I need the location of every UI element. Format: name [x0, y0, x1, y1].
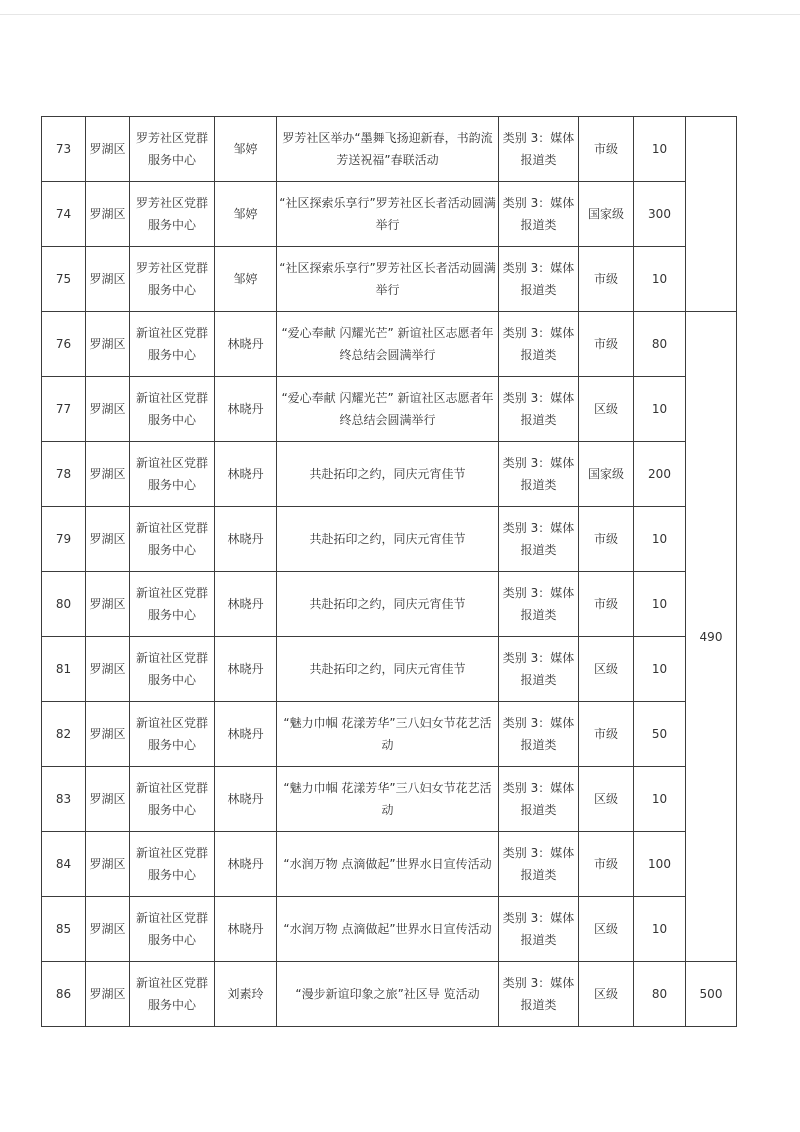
district-cell: 罗湖区 — [86, 637, 130, 702]
score-cell: 300 — [634, 182, 686, 247]
title-cell: “魅力巾帼 花漾芳华”三八妇女节花艺活动 — [277, 767, 499, 832]
person-cell: 邹婷 — [215, 117, 277, 182]
level-cell: 市级 — [579, 117, 634, 182]
district-cell: 罗湖区 — [86, 312, 130, 377]
category-cell: 类别 3：媒体报道类 — [499, 182, 579, 247]
person-cell: 林晓丹 — [215, 702, 277, 767]
person-cell: 林晓丹 — [215, 442, 277, 507]
table-row — [42, 962, 737, 1027]
district-cell: 罗湖区 — [86, 897, 130, 962]
level-cell: 市级 — [579, 702, 634, 767]
title-cell: “爱心奉献 闪耀光芒” 新谊社区志愿者年终总结会圆满举行 — [277, 377, 499, 442]
person-cell: 邹婷 — [215, 182, 277, 247]
table-row — [42, 312, 737, 377]
table-row — [42, 182, 737, 247]
page-top-rule — [0, 14, 800, 15]
level-cell: 市级 — [579, 247, 634, 312]
table-row — [42, 377, 737, 442]
level-cell: 市级 — [579, 507, 634, 572]
level-cell: 区级 — [579, 767, 634, 832]
person-cell: 刘素玲 — [215, 962, 277, 1027]
row-number: 81 — [42, 637, 86, 702]
title-cell: “漫步新谊印象之旅”社区导 览活动 — [277, 962, 499, 1027]
row-number: 86 — [42, 962, 86, 1027]
table-row — [42, 897, 737, 962]
row-number: 82 — [42, 702, 86, 767]
district-cell: 罗湖区 — [86, 767, 130, 832]
person-cell: 林晓丹 — [215, 767, 277, 832]
unit-cell: 新谊社区党群服务中心 — [130, 897, 215, 962]
score-cell: 10 — [634, 507, 686, 572]
title-cell: “魅力巾帼 花漾芳华”三八妇女节花艺活动 — [277, 702, 499, 767]
unit-cell: 新谊社区党群服务中心 — [130, 702, 215, 767]
category-cell: 类别 3：媒体报道类 — [499, 637, 579, 702]
category-cell: 类别 3：媒体报道类 — [499, 962, 579, 1027]
title-cell: 罗芳社区举办“墨舞飞扬迎新春，书韵流芳送祝福”春联活动 — [277, 117, 499, 182]
category-cell: 类别 3：媒体报道类 — [499, 507, 579, 572]
title-cell: “社区探索乐享行”罗芳社区长者活动圆满举行 — [277, 247, 499, 312]
title-cell: 共赴拓印之约，同庆元宵佳节 — [277, 572, 499, 637]
unit-cell: 新谊社区党群服务中心 — [130, 312, 215, 377]
row-number: 76 — [42, 312, 86, 377]
title-cell: 共赴拓印之约，同庆元宵佳节 — [277, 507, 499, 572]
district-cell: 罗湖区 — [86, 507, 130, 572]
table-row — [42, 507, 737, 572]
title-cell: “水润万物 点滴做起”世界水日宣传活动 — [277, 832, 499, 897]
category-cell: 类别 3：媒体报道类 — [499, 832, 579, 897]
district-cell: 罗湖区 — [86, 572, 130, 637]
unit-cell: 罗芳社区党群服务中心 — [130, 182, 215, 247]
district-cell: 罗湖区 — [86, 377, 130, 442]
table-row — [42, 702, 737, 767]
category-cell: 类别 3：媒体报道类 — [499, 247, 579, 312]
category-cell: 类别 3：媒体报道类 — [499, 572, 579, 637]
table-row — [42, 832, 737, 897]
score-cell: 10 — [634, 117, 686, 182]
district-cell: 罗湖区 — [86, 117, 130, 182]
unit-cell: 新谊社区党群服务中心 — [130, 637, 215, 702]
person-cell: 邹婷 — [215, 247, 277, 312]
table-row — [42, 117, 737, 182]
unit-cell: 罗芳社区党群服务中心 — [130, 117, 215, 182]
unit-cell: 新谊社区党群服务中心 — [130, 767, 215, 832]
row-number: 84 — [42, 832, 86, 897]
total-cell: 500 — [686, 962, 737, 1027]
level-cell: 市级 — [579, 572, 634, 637]
unit-cell: 罗芳社区党群服务中心 — [130, 247, 215, 312]
score-cell: 10 — [634, 897, 686, 962]
person-cell: 林晓丹 — [215, 572, 277, 637]
level-cell: 国家级 — [579, 182, 634, 247]
person-cell: 林晓丹 — [215, 897, 277, 962]
table-row — [42, 572, 737, 637]
title-cell: “爱心奉献 闪耀光芒” 新谊社区志愿者年终总结会圆满举行 — [277, 312, 499, 377]
category-cell: 类别 3：媒体报道类 — [499, 442, 579, 507]
district-cell: 罗湖区 — [86, 702, 130, 767]
unit-cell: 新谊社区党群服务中心 — [130, 832, 215, 897]
district-cell: 罗湖区 — [86, 247, 130, 312]
category-cell: 类别 3：媒体报道类 — [499, 377, 579, 442]
score-cell: 10 — [634, 247, 686, 312]
level-cell: 区级 — [579, 637, 634, 702]
category-cell: 类别 3：媒体报道类 — [499, 897, 579, 962]
table-row — [42, 247, 737, 312]
title-cell: “水润万物 点滴做起”世界水日宣传活动 — [277, 897, 499, 962]
row-number: 85 — [42, 897, 86, 962]
level-cell: 市级 — [579, 832, 634, 897]
category-cell: 类别 3：媒体报道类 — [499, 702, 579, 767]
total-cell-empty — [686, 117, 737, 312]
table-row — [42, 767, 737, 832]
title-cell: 共赴拓印之约，同庆元宵佳节 — [277, 442, 499, 507]
row-number: 83 — [42, 767, 86, 832]
level-cell: 市级 — [579, 312, 634, 377]
level-cell: 区级 — [579, 377, 634, 442]
unit-cell: 新谊社区党群服务中心 — [130, 377, 215, 442]
score-cell: 10 — [634, 767, 686, 832]
unit-cell: 新谊社区党群服务中心 — [130, 962, 215, 1027]
category-cell: 类别 3：媒体报道类 — [499, 767, 579, 832]
unit-cell: 新谊社区党群服务中心 — [130, 442, 215, 507]
score-cell: 10 — [634, 377, 686, 442]
row-number: 78 — [42, 442, 86, 507]
score-cell: 80 — [634, 962, 686, 1027]
total-cell: 490 — [686, 312, 737, 962]
table-row — [42, 442, 737, 507]
score-cell: 80 — [634, 312, 686, 377]
district-cell: 罗湖区 — [86, 832, 130, 897]
row-number: 74 — [42, 182, 86, 247]
score-cell: 10 — [634, 572, 686, 637]
title-cell: “社区探索乐享行”罗芳社区长者活动圆满举行 — [277, 182, 499, 247]
unit-cell: 新谊社区党群服务中心 — [130, 572, 215, 637]
unit-cell: 新谊社区党群服务中心 — [130, 507, 215, 572]
person-cell: 林晓丹 — [215, 637, 277, 702]
person-cell: 林晓丹 — [215, 832, 277, 897]
row-number: 73 — [42, 117, 86, 182]
person-cell: 林晓丹 — [215, 377, 277, 442]
score-cell: 200 — [634, 442, 686, 507]
category-cell: 类别 3：媒体报道类 — [499, 117, 579, 182]
score-cell: 100 — [634, 832, 686, 897]
district-cell: 罗湖区 — [86, 962, 130, 1027]
row-number: 80 — [42, 572, 86, 637]
district-cell: 罗湖区 — [86, 182, 130, 247]
score-cell: 10 — [634, 637, 686, 702]
district-cell: 罗湖区 — [86, 442, 130, 507]
person-cell: 林晓丹 — [215, 507, 277, 572]
category-cell: 类别 3：媒体报道类 — [499, 312, 579, 377]
title-cell: 共赴拓印之约，同庆元宵佳节 — [277, 637, 499, 702]
level-cell: 国家级 — [579, 442, 634, 507]
row-number: 79 — [42, 507, 86, 572]
row-number: 77 — [42, 377, 86, 442]
score-cell: 50 — [634, 702, 686, 767]
level-cell: 区级 — [579, 897, 634, 962]
records-table — [41, 116, 737, 1027]
table-row — [42, 637, 737, 702]
row-number: 75 — [42, 247, 86, 312]
person-cell: 林晓丹 — [215, 312, 277, 377]
level-cell: 区级 — [579, 962, 634, 1027]
